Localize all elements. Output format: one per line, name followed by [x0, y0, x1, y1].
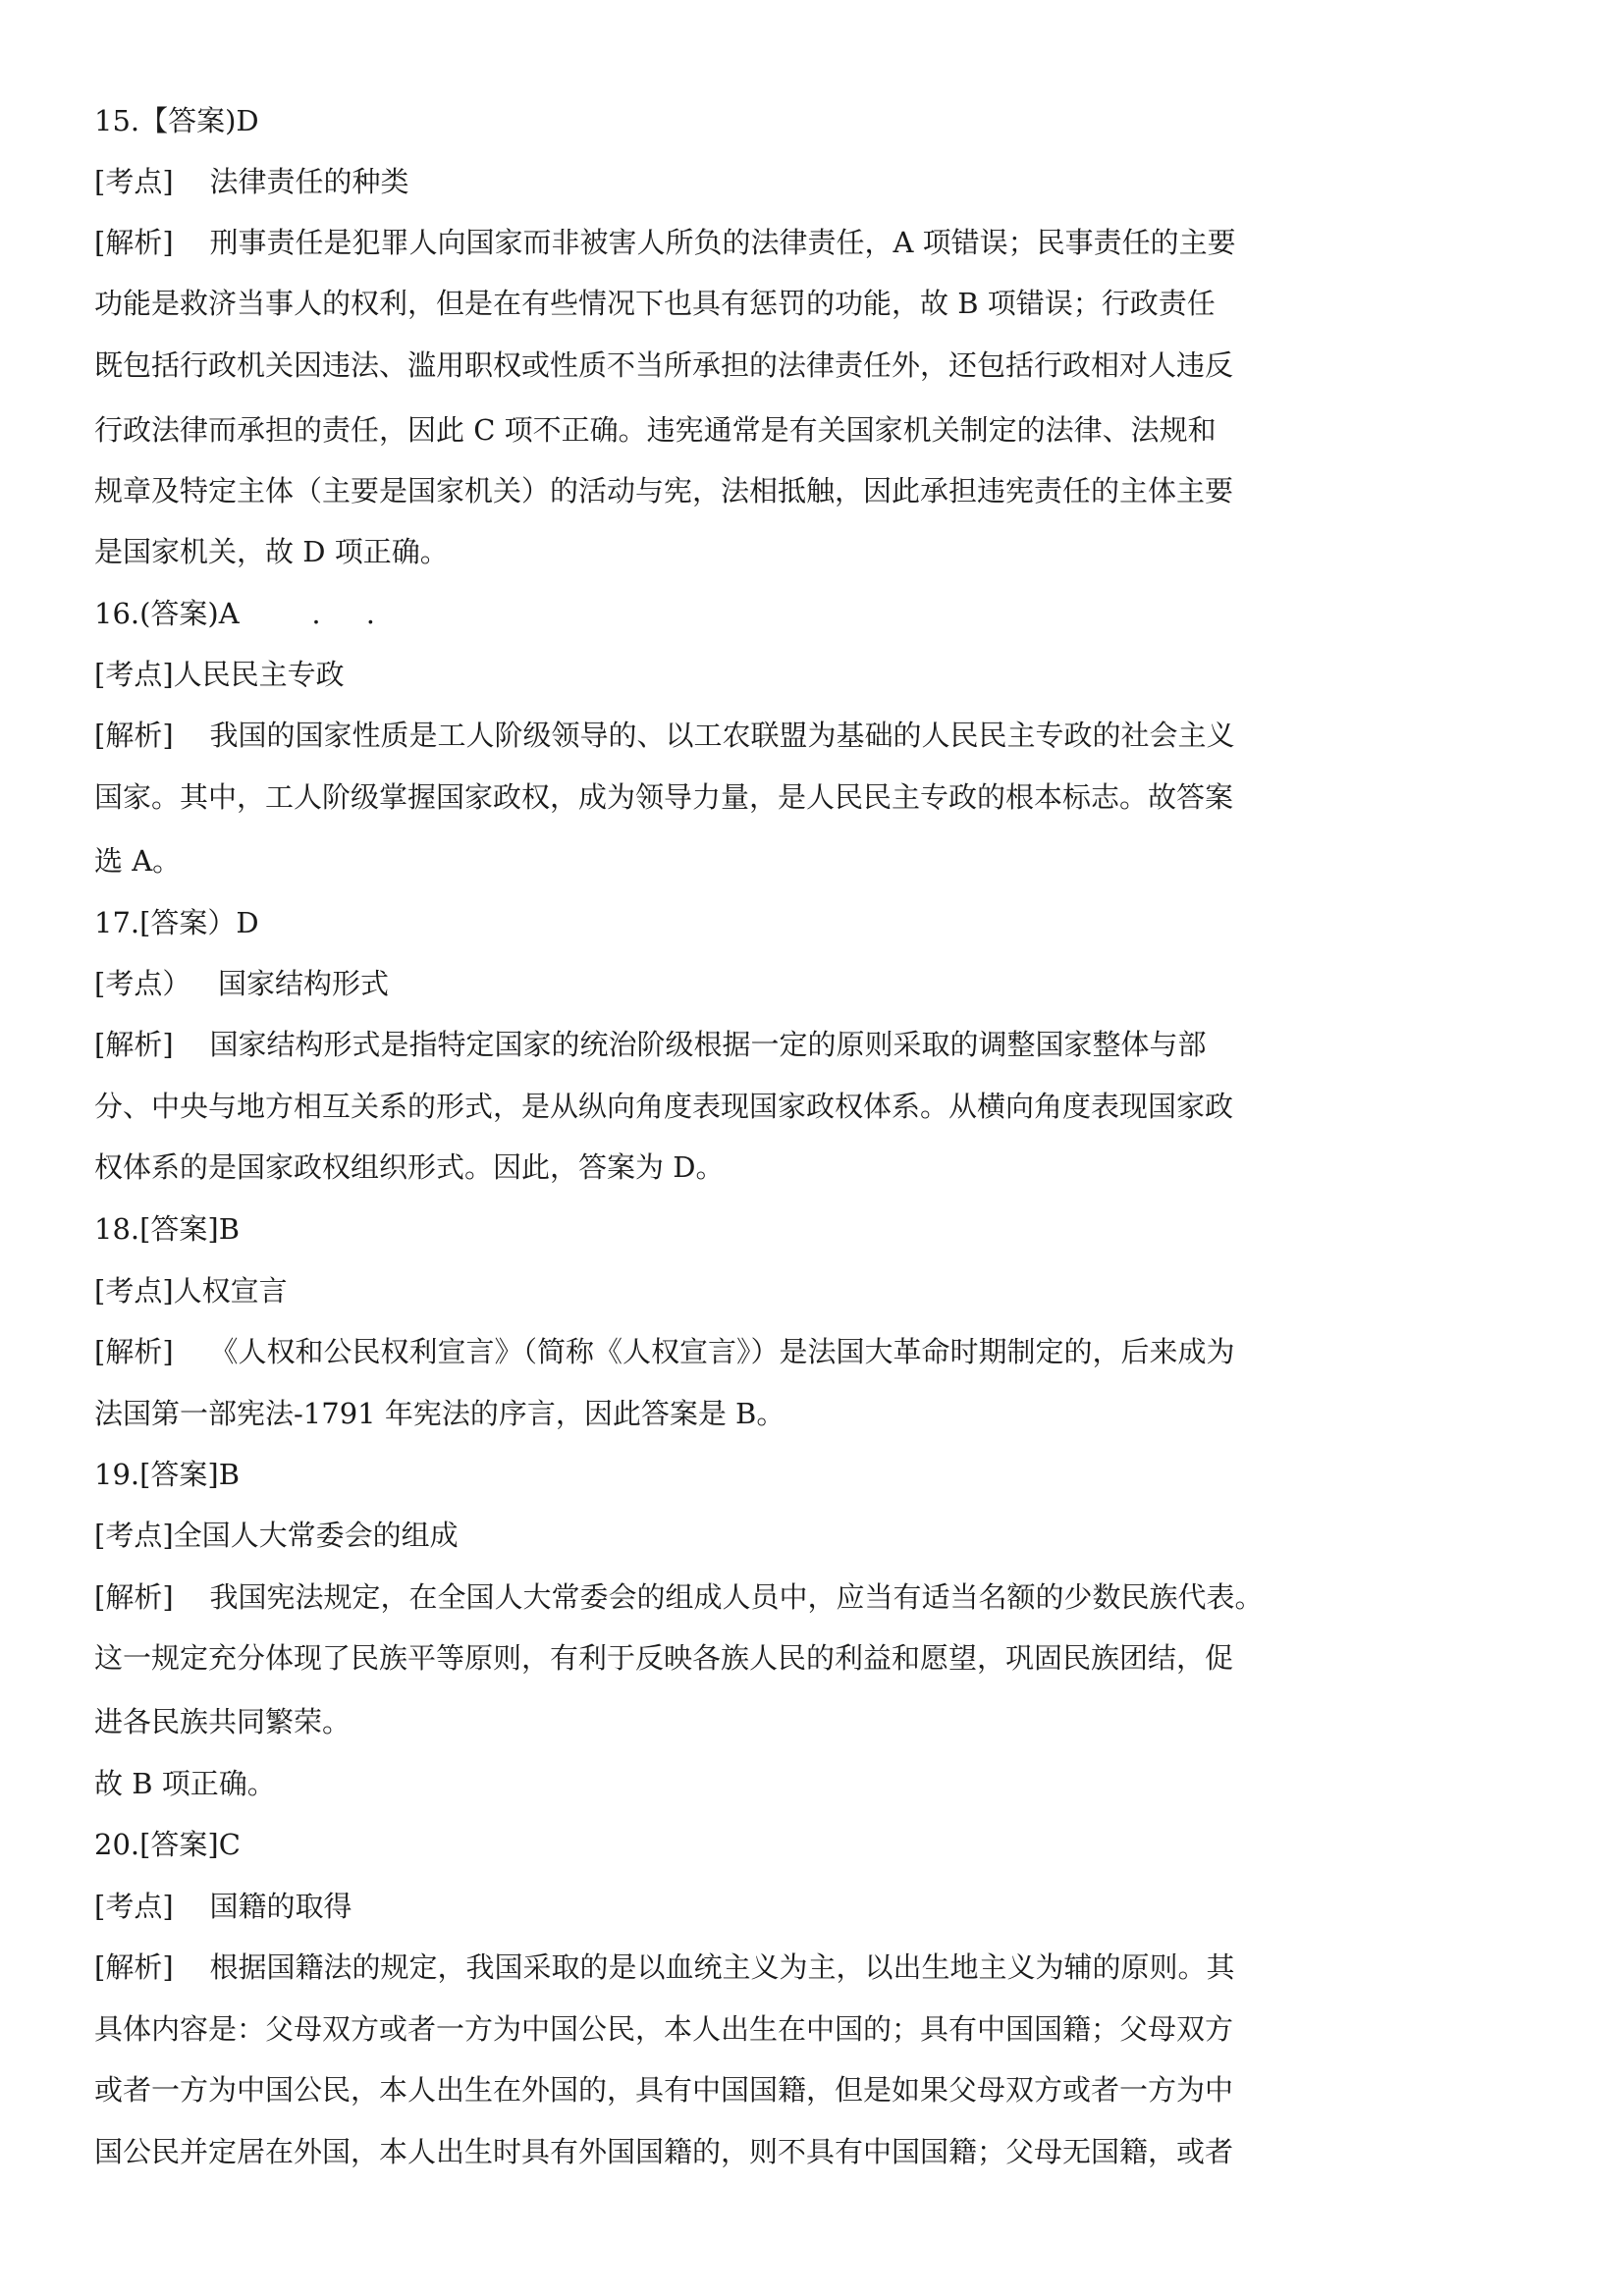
- text-line: [考点] 国籍的取得: [94, 1890, 352, 1923]
- text-line: 既包括行政机关因违法、滥用职权或性质不当所承担的法律责任外，还包括行政相对人违反: [94, 348, 1234, 382]
- text-line: 规章及特定主体（主要是国家机关）的活动与宪，法相抵触，因此承担违宪责任的主体主要: [94, 474, 1234, 507]
- text-line: 故 B 项正确。: [94, 1767, 276, 1800]
- text-line: 17.[答案）D: [94, 906, 259, 939]
- text-line: [考点） 国家结构形式: [94, 967, 389, 1000]
- text-line: 这一规定充分体现了民族平等原则，有利于反映各族人民的利益和愿望，巩固民族团结，促: [94, 1641, 1234, 1675]
- text-line: [考点]全国人大常委会的组成: [94, 1519, 459, 1552]
- text-line: [解析] 我国宪法规定，在全国人大常委会的组成人员中，应当有适当名额的少数民族代表。: [94, 1580, 1264, 1614]
- text-line: 18.[答案]B: [94, 1212, 241, 1246]
- text-line: 15.【答案)D: [94, 104, 259, 137]
- text-line: [解析] 刑事责任是犯罪人向国家而非被害人所负的法律责任，A 项错误；民事责任的主要: [94, 226, 1236, 259]
- text-line: 或者一方为中国公民，本人出生在外国的，具有中国国籍，但是如果父母双方或者一方为中: [94, 2073, 1234, 2107]
- text-line: 具体内容是：父母双方或者一方为中国公民，本人出生在中国的；具有中国国籍；父母双方: [94, 2012, 1234, 2046]
- text-line: 是国家机关，故 D 项正确。: [94, 535, 449, 568]
- text-line: [解析] 国家结构形式是指特定国家的统治阶级根据一定的原则采取的调整国家整体与部: [94, 1028, 1207, 1061]
- text-line: 选 A。: [94, 844, 182, 878]
- text-line: 国家。其中，工人阶级掌握国家政权，成为领导力量，是人民民主专政的根本标志。故答案: [94, 780, 1234, 814]
- text-line: 法国第一部宪法-1791 年宪法的序言，因此答案是 B。: [94, 1397, 785, 1430]
- text-line: [解析] 《人权和公民权利宣言》（简称《人权宣言》）是法国大革命时期制定的，后来成为: [94, 1335, 1235, 1368]
- text-line: 分、中央与地方相互关系的形式，是从纵向角度表现国家政权体系。从横向角度表现国家政: [94, 1090, 1234, 1123]
- text-line: [解析] 我国的国家性质是工人阶级领导的、以工农联盟为基础的人民民主专政的社会主义: [94, 719, 1235, 752]
- text-line: 行政法律而承担的责任，因此 C 项不正确。违宪通常是有关国家机关制定的法律、法规和: [94, 413, 1217, 447]
- text-line: 20.[答案]C: [94, 1828, 241, 1861]
- text-line: 16.(答案)A . .: [94, 597, 375, 630]
- text-line: 国公民并定居在外国，本人出生时具有外国国籍的，则不具有中国国籍；父母无国籍，或者: [94, 2135, 1234, 2168]
- text-line: 19.[答案]B: [94, 1458, 241, 1491]
- text-line: 进各民族共同繁荣。: [94, 1705, 352, 1738]
- text-line: [考点] 法律责任的种类: [94, 165, 409, 198]
- text-line: 功能是救济当事人的权利，但是在有些情况下也具有惩罚的功能，故 B 项错误；行政责任: [94, 287, 1216, 320]
- text-line: [考点]人权宣言: [94, 1274, 288, 1308]
- text-line: [解析] 根据国籍法的规定，我国采取的是以血统主义为主，以出生地主义为辅的原则。其: [94, 1950, 1235, 1984]
- text-line: [考点]人民民主专政: [94, 658, 345, 691]
- text-line: 权体系的是国家政权组织形式。因此，答案为 D。: [94, 1150, 725, 1184]
